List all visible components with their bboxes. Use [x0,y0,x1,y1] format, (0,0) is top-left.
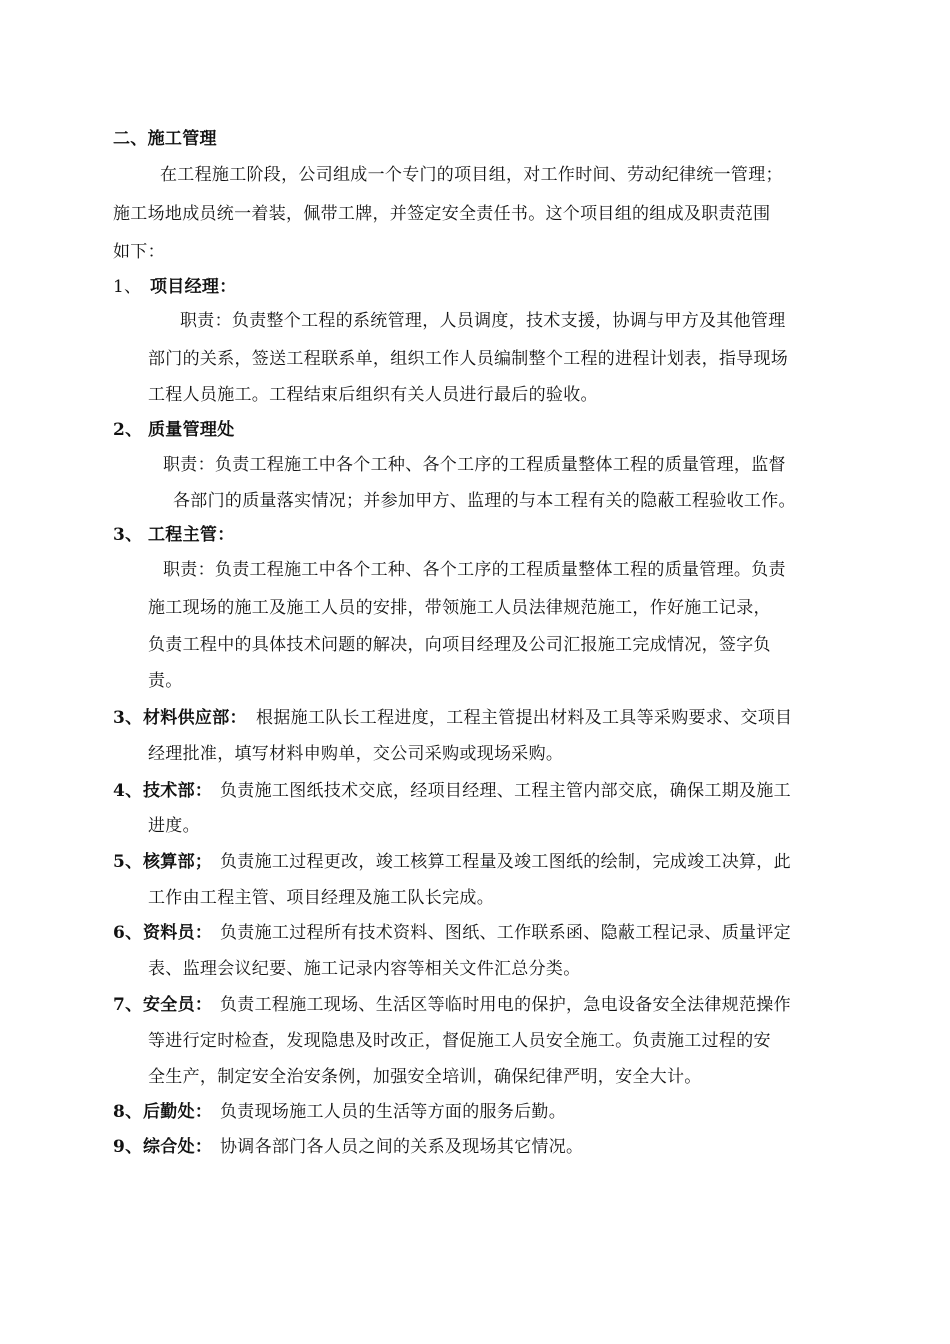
dept-accounting-line-2: 工作由工程主管、项目经理及施工队长完成。 [148,888,494,908]
role-3-line-1: 职责：负责工程施工中各个工种、各个工序的工程质量整体工程的质量管理。负责 [163,560,786,580]
role-3-line-4: 责。 [148,671,183,691]
role-3-number: 3、 [113,525,143,545]
dept-safety-line-2: 等进行定时检查，发现隐患及时改正，督促施工人员安全施工。负责施工过程的安 [148,1031,771,1051]
dept-materials-number: 3、 [113,708,143,728]
dept-tech-number: 4、 [113,781,143,801]
role-3-title: 工程主管： [148,525,235,545]
role-2-line-2: 各部门的质量落实情况；并参加甲方、监理的与本工程有关的隐蔽工程验收工作。 [173,491,796,511]
dept-logistics-number: 8、 [113,1102,143,1122]
section-title: 二、施工管理 [113,129,217,149]
role-2-number: 2、 [113,420,143,440]
intro-line-3: 如下： [113,242,165,262]
dept-records-number: 6、 [113,923,143,943]
role-1-line-2: 部门的关系，签送工程联系单，组织工作人员编制整个工程的进程计划表，指导现场 [148,349,789,369]
role-2-title: 质量管理处 [148,420,235,440]
dept-accounting-number: 5、 [113,852,143,872]
dept-safety-line-3: 全生产，制定安全治安条例，加强安全培训，确保纪律严明，安全大计。 [148,1067,702,1087]
dept-general-number: 9、 [113,1137,143,1157]
role-3-line-2: 施工现场的施工及施工人员的安排，带领施工人员法律规范施工，作好施工记录， [148,598,771,618]
dept-tech-title: 技术部： [143,781,213,801]
intro-line-1: 在工程施工阶段，公司组成一个专门的项目组，对工作时间、劳动纪律统一管理； [160,165,783,185]
dept-tech-line-2: 进度。 [148,816,200,836]
dept-tech-text: 负责施工图纸技术交底，经项目经理、工程主管内部交底，确保工期及施工 [220,781,791,801]
dept-safety-title: 安全员： [143,995,213,1015]
role-1-line-3: 工程人员施工。工程结束后组织有关人员进行最后的验收。 [148,385,598,405]
role-2-line-1: 职责：负责工程施工中各个工种、各个工序的工程质量整体工程的质量管理，监督 [163,455,786,475]
dept-safety-number: 7、 [113,995,143,1015]
dept-general-title: 综合处： [143,1137,213,1157]
dept-materials-text: 根据施工队长工程进度，工程主管提出材料及工具等采购要求、交项目 [256,708,793,728]
dept-accounting-title: 核算部； [143,852,213,872]
dept-records-line-2: 表、监理会议纪要、施工记录内容等相关文件汇总分类。 [148,959,581,979]
dept-safety-text: 负责工程施工现场、生活区等临时用电的保护，急电设备安全法律规范操作 [220,995,791,1015]
dept-logistics-title: 后勤处： [143,1102,213,1122]
dept-records-text: 负责施工过程所有技术资料、图纸、工作联系函、隐蔽工程记录、质量评定 [220,923,791,943]
role-1-title: 项目经理： [150,277,237,297]
role-3-line-3: 负责工程中的具体技术问题的解决，向项目经理及公司汇报施工完成情况，签字负 [148,635,771,655]
dept-materials-line-2: 经理批准，填写材料申购单，交公司采购或现场采购。 [148,744,564,764]
dept-accounting-text: 负责施工过程更改，竣工核算工程量及竣工图纸的绘制，完成竣工决算，此 [220,852,791,872]
dept-records-title: 资料员： [143,923,213,943]
role-1-line-1: 职责：负责整个工程的系统管理，人员调度，技术支援，协调与甲方及其他管理 [180,311,786,331]
role-1-number: 1、 [113,277,142,297]
dept-general-text: 协调各部门各人员之间的关系及现场其它情况。 [220,1137,584,1157]
dept-materials-title: 材料供应部： [143,708,247,728]
dept-logistics-text: 负责现场施工人员的生活等方面的服务后勤。 [220,1102,566,1122]
intro-line-2: 施工场地成员统一着装，佩带工牌，并签定安全责任书。这个项目组的组成及职责范围 [113,204,771,224]
